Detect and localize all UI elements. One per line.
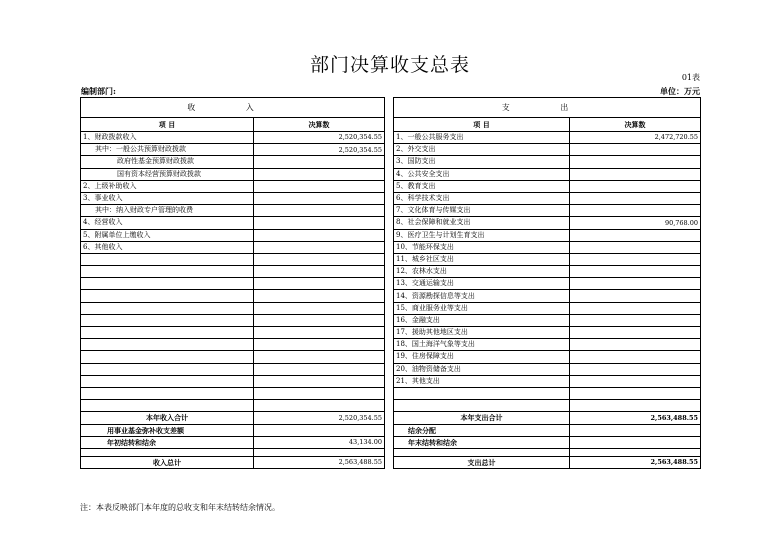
income-item-label: 国有资本经营预算财政拨款 [81, 168, 254, 180]
table-row [81, 241, 701, 253]
footnote: 注：本表反映部门本年度的总收支和年末结转结余情况。 [80, 503, 280, 512]
table-row [81, 400, 701, 412]
expense-item-label: 11、城乡社区支出 [394, 253, 570, 265]
table-row [81, 205, 701, 217]
table-row [81, 132, 701, 144]
table-row [81, 339, 701, 351]
income-item-value: 2,520,354.55 [254, 132, 385, 144]
income-item-label: 政府性基金预算财政拨款 [81, 156, 254, 168]
expense-year-total-value: 2,563,488.55 [570, 412, 701, 424]
income-item-value [254, 205, 385, 217]
income-item-label: 1、财政拨款收入 [81, 132, 254, 144]
table-row [81, 327, 701, 339]
table-row [81, 168, 701, 180]
carry-value: 43,134.00 [254, 436, 385, 448]
expense-item-value [570, 327, 701, 339]
table-row [81, 363, 701, 375]
income-year-total-value: 2,520,354.55 [254, 412, 385, 424]
section-income: 收 入 [81, 98, 385, 118]
income-item-label: 5、附属单位上缴收入 [81, 229, 254, 241]
table-row [81, 351, 701, 363]
expense-item-value [570, 156, 701, 168]
income-item-value [254, 229, 385, 241]
income-item-label: 其中：纳入财政专户管理的收费 [81, 205, 254, 217]
income-item-value: 2,520,354.55 [254, 144, 385, 156]
expense-item-label: 12、农林水支出 [394, 266, 570, 278]
unit-label: 单位：万元 [660, 86, 700, 96]
expense-item-label: 6、科学技术支出 [394, 192, 570, 204]
income-item-label: 6、其他收入 [81, 241, 254, 253]
table-row [81, 217, 701, 229]
expense-item-value [570, 229, 701, 241]
income-col-item: 项 目 [81, 118, 254, 132]
expense-item-label: 18、国土海洋气象等支出 [394, 339, 570, 351]
page-title: 部门决算收支总表 [309, 54, 470, 76]
table-row [81, 144, 701, 156]
income-item-value [254, 241, 385, 253]
table-row [81, 375, 701, 387]
table-row [81, 278, 701, 290]
income-item-value [254, 217, 385, 229]
expense-item-value [570, 375, 701, 387]
expense-item-label: 15、商业服务业等支出 [394, 302, 570, 314]
expense-item-label: 14、资源勘探信息等支出 [394, 290, 570, 302]
expense-item-value [570, 363, 701, 375]
income-item-label: 其中：一般公共预算财政拨款 [81, 144, 254, 156]
table-row [81, 180, 701, 192]
expense-item-label: 8、社会保障和就业支出 [394, 217, 570, 229]
section-expense: 支 出 [394, 98, 701, 118]
fund-label: 用事业基金弥补收支差额 [81, 424, 254, 436]
expense-item-value [570, 253, 701, 265]
income-total-value: 2,563,488.55 [254, 456, 385, 468]
income-year-total-label: 本年收入合计 [81, 412, 254, 424]
expense-item-label: 1、一般公共服务支出 [394, 132, 570, 144]
expense-total-label: 支出总计 [394, 456, 570, 468]
expense-item-label: 19、住房保障支出 [394, 351, 570, 363]
expense-item-value [570, 266, 701, 278]
expense-item-label: 3、国防支出 [394, 156, 570, 168]
expense-item-value [570, 351, 701, 363]
expense-item-value [570, 339, 701, 351]
expense-col-amount: 决算数 [570, 118, 701, 132]
expense-item-label: 2、外交支出 [394, 144, 570, 156]
expense-item-label: 17、援助其他地区支出 [394, 327, 570, 339]
org-label: 编制部门: [81, 86, 116, 96]
expense-item-value [570, 168, 701, 180]
table-row [81, 387, 701, 399]
expense-item-value [570, 314, 701, 326]
expense-item-value [570, 205, 701, 217]
table-row [81, 156, 701, 168]
table-row [81, 302, 701, 314]
table-row [81, 314, 701, 326]
income-item-value [254, 180, 385, 192]
table-row [81, 266, 701, 278]
expense-item-label: 4、公共安全支出 [394, 168, 570, 180]
expense-col-item: 项 目 [394, 118, 570, 132]
expense-item-label: 21、其他支出 [394, 375, 570, 387]
table-row [81, 253, 701, 265]
expense-total-value: 2,563,488.55 [570, 456, 701, 468]
income-item-label: 2、上级补助收入 [81, 180, 254, 192]
expense-item-label: 7、文化体育与传媒支出 [394, 205, 570, 217]
expense-year-total-label: 本年支出合计 [394, 412, 570, 424]
end-carry-label: 年末结转和结余 [394, 436, 570, 448]
expense-item-value [570, 241, 701, 253]
expense-item-value [570, 144, 701, 156]
expense-item-label: 16、金融支出 [394, 314, 570, 326]
section-header-row [81, 98, 701, 118]
income-item-value [254, 168, 385, 180]
fund-row [81, 424, 701, 436]
table-row [81, 229, 701, 241]
expense-item-label: 5、教育支出 [394, 180, 570, 192]
expense-item-value: 90,768.00 [570, 217, 701, 229]
expense-item-label: 9、医疗卫生与计划生育支出 [394, 229, 570, 241]
year-total-row [81, 412, 701, 424]
surplus-dist-label: 结余分配 [394, 424, 570, 436]
expense-item-value [570, 192, 701, 204]
expense-item-label: 10、节能环保支出 [394, 241, 570, 253]
form-number: 01表 [681, 73, 700, 82]
expense-item-label: 13、交通运输支出 [394, 278, 570, 290]
income-item-value [254, 156, 385, 168]
expense-item-value [570, 278, 701, 290]
column-header-row [81, 118, 701, 132]
income-expense-table [80, 97, 701, 469]
table-row [81, 192, 701, 204]
table-row [81, 290, 701, 302]
grand-total-row [81, 456, 701, 468]
income-col-amount: 决算数 [254, 118, 385, 132]
spacer-row [81, 448, 701, 456]
expense-item-value [570, 180, 701, 192]
expense-item-value: 2,472,720.55 [570, 132, 701, 144]
income-item-value [254, 192, 385, 204]
income-total-label: 收入总计 [81, 456, 254, 468]
carry-label: 年初结转和结余 [81, 436, 254, 448]
expense-item-label: 20、油物资储备支出 [394, 363, 570, 375]
expense-item-value [570, 290, 701, 302]
income-item-label: 4、经营收入 [81, 217, 254, 229]
carry-row [81, 436, 701, 448]
income-item-label: 3、事业收入 [81, 192, 254, 204]
expense-item-value [570, 302, 701, 314]
